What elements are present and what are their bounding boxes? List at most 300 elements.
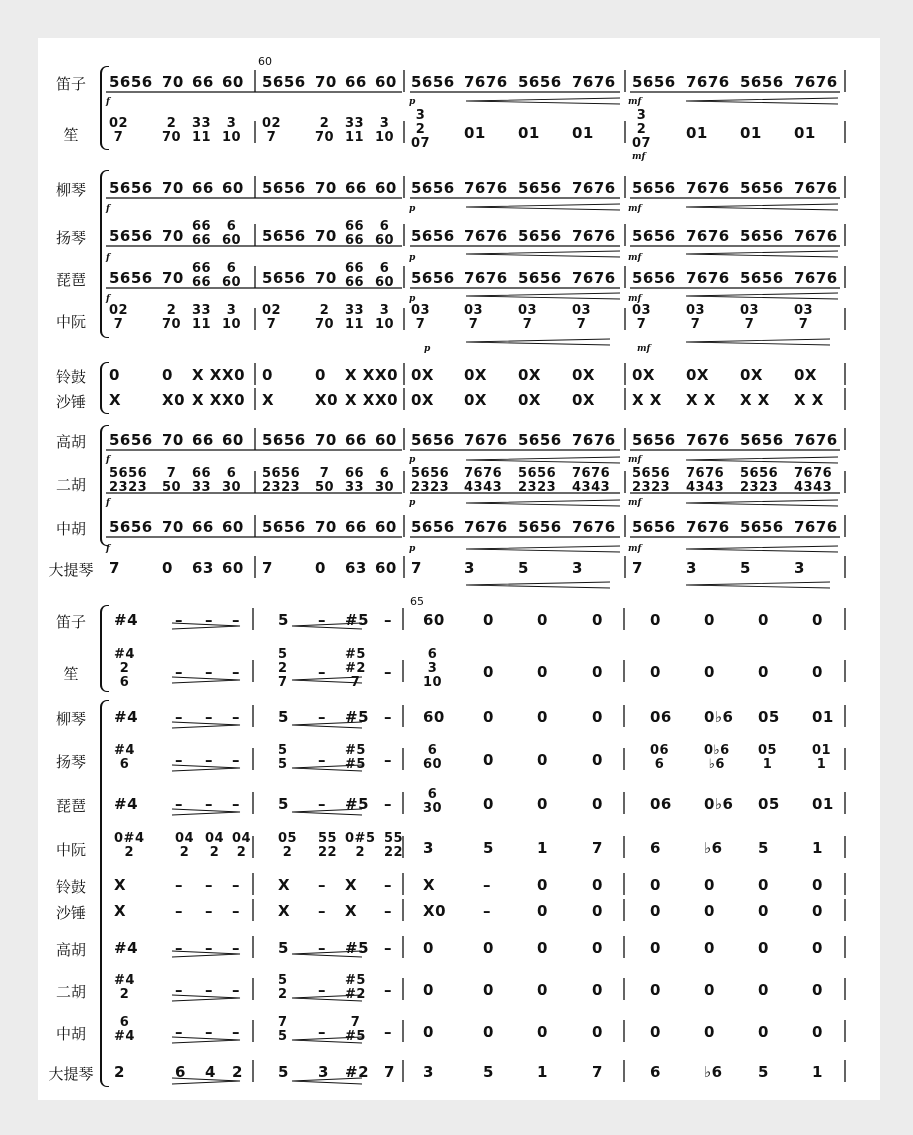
note-cell: – bbox=[483, 876, 491, 894]
note-cell: 06 bbox=[650, 795, 672, 813]
instrument-label: 大提琴 bbox=[48, 561, 94, 579]
note-cell-stacked: 04 2 bbox=[232, 830, 252, 860]
note-cell: 5 bbox=[278, 1063, 289, 1081]
note-cell: 0 bbox=[592, 795, 603, 813]
note-cell: 0X bbox=[464, 391, 488, 409]
note-cell: #5 bbox=[345, 939, 370, 957]
note-cell: X X bbox=[345, 391, 375, 409]
staff-brace bbox=[100, 425, 109, 546]
note-cell: 60 bbox=[222, 73, 244, 91]
note-cell: 0 bbox=[650, 663, 661, 681]
note-cell: X X bbox=[345, 366, 375, 384]
note-cell-stacked: 5 5 bbox=[278, 742, 288, 772]
note-cell-stacked: 66 66 bbox=[192, 260, 212, 290]
note-cell: 60 bbox=[222, 559, 244, 577]
note-cell: X X bbox=[192, 366, 222, 384]
note-cell: 66 bbox=[192, 179, 214, 197]
note-cell: 01 bbox=[794, 124, 816, 142]
note-cell-stacked: 33 11 bbox=[192, 302, 212, 332]
dynamic-p: p bbox=[409, 544, 416, 554]
note-cell: 0 bbox=[592, 876, 603, 894]
note-cell: – bbox=[232, 708, 240, 726]
note-cell: 7676 bbox=[464, 518, 508, 536]
note-cell-stacked: 0#4 2 bbox=[114, 830, 145, 860]
note-cell: 0X bbox=[572, 366, 596, 384]
note-cell: 7676 bbox=[794, 227, 838, 245]
note-cell: – bbox=[175, 795, 183, 813]
note-cell: 5 bbox=[483, 1063, 494, 1081]
note-cell: 7 bbox=[262, 559, 273, 577]
instrument-label: 大提琴 bbox=[48, 1065, 94, 1083]
note-cell: – bbox=[318, 663, 326, 681]
dynamic-mf: mf bbox=[628, 455, 642, 465]
note-cell: 7 bbox=[384, 1063, 395, 1081]
note-cell: 7 bbox=[592, 839, 603, 857]
note-cell: X bbox=[345, 902, 358, 920]
note-cell: – bbox=[175, 981, 183, 999]
note-cell: – bbox=[384, 751, 392, 769]
crescendo-hairpin bbox=[466, 251, 620, 257]
note-cell: 66 bbox=[345, 73, 367, 91]
note-cell: 60 bbox=[375, 179, 397, 197]
instrument-label: 中阮 bbox=[55, 313, 86, 331]
instrument-label: 中胡 bbox=[55, 1025, 86, 1043]
note-cell: 0 bbox=[704, 611, 715, 629]
note-cell: – bbox=[175, 663, 183, 681]
note-cell: – bbox=[175, 611, 183, 629]
note-cell: 0 bbox=[483, 751, 494, 769]
crescendo-hairpin bbox=[466, 457, 620, 463]
note-cell: 1 bbox=[812, 839, 823, 857]
note-cell: 0 bbox=[592, 708, 603, 726]
note-cell: – bbox=[232, 611, 240, 629]
note-cell: 5656 bbox=[411, 518, 455, 536]
note-cell: 70 bbox=[315, 431, 337, 449]
note-cell: – bbox=[483, 902, 491, 920]
note-cell: 0♭6 bbox=[704, 795, 734, 813]
note-cell: 60 bbox=[222, 179, 244, 197]
note-cell-stacked: 02 7 bbox=[109, 115, 129, 145]
instrument-label: 二胡 bbox=[55, 983, 86, 1001]
crescendo-hairpin bbox=[466, 204, 620, 210]
note-cell: – bbox=[318, 902, 326, 920]
note-cell: 5656 bbox=[632, 518, 676, 536]
note-cell: 0 bbox=[704, 902, 715, 920]
instrument-label: 高胡 bbox=[55, 941, 86, 959]
note-cell: 7676 bbox=[794, 518, 838, 536]
note-cell: 5656 bbox=[632, 179, 676, 197]
instrument-label: 中阮 bbox=[55, 841, 86, 859]
note-cell: 0X bbox=[518, 366, 542, 384]
note-cell: 0X bbox=[411, 391, 435, 409]
note-cell: #5 bbox=[345, 611, 370, 629]
note-cell: #4 bbox=[114, 795, 139, 813]
note-cell: 70 bbox=[315, 179, 337, 197]
note-cell-stacked: 02 7 bbox=[262, 115, 282, 145]
dynamic-p: p bbox=[409, 294, 416, 304]
note-cell-stacked: 7 50 bbox=[162, 465, 182, 495]
note-cell-stacked: 5656 2323 bbox=[518, 465, 557, 495]
note-cell-stacked: 7676 4343 bbox=[686, 465, 725, 495]
note-cell: 7676 bbox=[686, 73, 730, 91]
note-cell: 5656 bbox=[262, 269, 306, 287]
note-cell: 7676 bbox=[686, 431, 730, 449]
note-cell: 6 bbox=[175, 1063, 186, 1081]
instrument-label: 柳琴 bbox=[55, 710, 86, 728]
note-cell: 5656 bbox=[262, 179, 306, 197]
instrument-label: 铃鼓 bbox=[55, 878, 86, 896]
note-cell-stacked: 55 22 bbox=[384, 830, 404, 860]
note-cell: – bbox=[205, 981, 213, 999]
instrument-label: 铃鼓 bbox=[55, 368, 86, 386]
note-cell-stacked: 05 2 bbox=[278, 830, 298, 860]
note-cell-stacked: 03 7 bbox=[632, 302, 652, 332]
note-cell: – bbox=[205, 939, 213, 957]
note-cell: X bbox=[262, 391, 275, 409]
score-page bbox=[38, 38, 880, 1100]
note-cell: 70 bbox=[162, 431, 184, 449]
note-cell: 5656 bbox=[740, 179, 784, 197]
note-cell: 5656 bbox=[262, 227, 306, 245]
staff-brace bbox=[100, 66, 109, 150]
note-cell: – bbox=[175, 1023, 183, 1041]
note-cell: 7676 bbox=[572, 73, 616, 91]
instrument-label: 琵琶 bbox=[55, 271, 86, 289]
note-cell: – bbox=[205, 663, 213, 681]
note-cell-stacked: 6 60 bbox=[375, 260, 395, 290]
note-cell: 3 bbox=[423, 839, 434, 857]
note-cell: 0 bbox=[315, 366, 326, 384]
note-cell: 0 bbox=[758, 663, 769, 681]
note-cell: 0 bbox=[537, 611, 548, 629]
note-cell: 0 bbox=[704, 1023, 715, 1041]
note-cell: 0 bbox=[592, 939, 603, 957]
note-cell: 0 bbox=[423, 939, 434, 957]
note-cell: 0 bbox=[537, 876, 548, 894]
note-cell: 01 bbox=[740, 124, 762, 142]
note-cell: 60 bbox=[375, 73, 397, 91]
note-cell: 1 bbox=[537, 1063, 548, 1081]
note-cell: 5656 bbox=[109, 179, 153, 197]
note-cell-stacked: #4 2 bbox=[114, 972, 135, 1002]
note-cell-stacked: 05 1 bbox=[758, 742, 778, 772]
note-cell: 70 bbox=[162, 179, 184, 197]
note-cell-stacked: 5656 2323 bbox=[109, 465, 148, 495]
note-cell: 7676 bbox=[686, 179, 730, 197]
note-cell: 5656 bbox=[740, 269, 784, 287]
note-cell-stacked: 03 7 bbox=[572, 302, 592, 332]
note-cell-stacked: 04 2 bbox=[205, 830, 225, 860]
note-cell: 7676 bbox=[572, 179, 616, 197]
note-cell: 6 bbox=[650, 839, 661, 857]
note-cell: 0 bbox=[704, 939, 715, 957]
note-cell: 7676 bbox=[464, 431, 508, 449]
note-cell: 0X bbox=[411, 366, 435, 384]
crescendo-hairpin bbox=[686, 457, 838, 463]
note-cell-stacked: 6 #4 bbox=[114, 1014, 135, 1044]
note-cell-stacked: 03 7 bbox=[740, 302, 760, 332]
note-cell: 05 bbox=[758, 708, 780, 726]
note-cell: 70 bbox=[315, 73, 337, 91]
note-cell-stacked: 03 7 bbox=[411, 302, 431, 332]
note-cell: 01 bbox=[812, 708, 834, 726]
note-cell: ♭6 bbox=[704, 839, 723, 857]
note-cell: – bbox=[384, 663, 392, 681]
crescendo-hairpin bbox=[686, 204, 838, 210]
note-cell: 0 bbox=[162, 366, 173, 384]
dynamic-mf: mf bbox=[628, 294, 642, 304]
instrument-label: 琵琶 bbox=[55, 797, 86, 815]
note-cell: – bbox=[318, 795, 326, 813]
note-cell: – bbox=[384, 981, 392, 999]
note-cell: 0 bbox=[650, 939, 661, 957]
note-cell-stacked: #5 #5 bbox=[345, 742, 366, 772]
note-cell: 3 bbox=[794, 559, 805, 577]
note-cell-stacked: 5656 2323 bbox=[411, 465, 450, 495]
note-cell: 60 bbox=[222, 431, 244, 449]
crescendo-hairpin bbox=[686, 339, 830, 345]
note-cell: X X bbox=[740, 391, 770, 409]
note-cell-stacked: 0♭6 ♭6 bbox=[704, 742, 730, 772]
note-cell: 66 bbox=[345, 518, 367, 536]
dynamic-p: p bbox=[409, 253, 416, 263]
note-cell: X0 bbox=[222, 366, 246, 384]
note-cell: 0 bbox=[650, 1023, 661, 1041]
note-cell: X bbox=[109, 391, 122, 409]
note-cell: 0 bbox=[758, 1023, 769, 1041]
note-cell: 0 bbox=[537, 902, 548, 920]
crescendo-hairpin bbox=[686, 546, 838, 552]
note-cell: 5656 bbox=[518, 518, 562, 536]
note-cell: 0 bbox=[537, 751, 548, 769]
note-cell: 0 bbox=[483, 663, 494, 681]
note-cell: 70 bbox=[162, 227, 184, 245]
note-cell: – bbox=[205, 751, 213, 769]
note-cell-stacked: 5656 2323 bbox=[262, 465, 301, 495]
note-cell: 5656 bbox=[740, 227, 784, 245]
instrument-label: 二胡 bbox=[55, 476, 86, 494]
dynamic-f: f bbox=[106, 294, 110, 304]
note-cell: – bbox=[318, 981, 326, 999]
note-cell: 5656 bbox=[411, 431, 455, 449]
note-cell: 0 bbox=[537, 939, 548, 957]
note-cell-stacked: 7 5 bbox=[278, 1014, 288, 1044]
dynamic-p: p bbox=[409, 204, 416, 214]
note-cell: X bbox=[114, 902, 127, 920]
note-cell: – bbox=[318, 708, 326, 726]
note-cell: 5 bbox=[278, 708, 289, 726]
dynamic-mf: mf bbox=[628, 544, 642, 554]
dynamic-f: f bbox=[106, 498, 110, 508]
note-cell-stacked: 6 3 10 bbox=[423, 647, 443, 690]
crescendo-hairpin bbox=[686, 98, 838, 104]
note-cell: X X bbox=[192, 391, 222, 409]
crescendo-hairpin bbox=[686, 251, 838, 257]
note-cell-stacked: 5 2 7 bbox=[278, 647, 288, 690]
note-cell: 66 bbox=[192, 518, 214, 536]
note-cell: – bbox=[205, 1023, 213, 1041]
note-cell-stacked: 2 70 bbox=[162, 302, 182, 332]
note-cell: 7676 bbox=[572, 518, 616, 536]
note-cell: 3 bbox=[686, 559, 697, 577]
dynamic-f: f bbox=[106, 97, 110, 107]
note-cell: – bbox=[318, 1023, 326, 1041]
note-cell-stacked: #5 #2 bbox=[345, 972, 366, 1002]
note-cell: X0 bbox=[423, 902, 447, 920]
note-cell: 0 bbox=[483, 939, 494, 957]
note-cell: 70 bbox=[315, 269, 337, 287]
note-cell: 5 bbox=[758, 1063, 769, 1081]
instrument-label: 高胡 bbox=[55, 433, 86, 451]
note-cell-stacked: #4 6 bbox=[114, 742, 135, 772]
note-cell: 0 bbox=[162, 559, 173, 577]
note-cell: 01 bbox=[572, 124, 594, 142]
crescendo-hairpin bbox=[686, 293, 838, 299]
note-cell: 70 bbox=[315, 227, 337, 245]
note-cell: X0 bbox=[315, 391, 339, 409]
instrument-label: 扬琴 bbox=[55, 753, 86, 771]
note-cell: #2 bbox=[345, 1063, 370, 1081]
note-cell: 5 bbox=[278, 939, 289, 957]
note-cell: 0 bbox=[704, 876, 715, 894]
note-cell: 0 bbox=[758, 902, 769, 920]
note-cell: 2 bbox=[232, 1063, 243, 1081]
note-cell: 2 bbox=[114, 1063, 125, 1081]
note-cell-stacked: 2 70 bbox=[315, 115, 335, 145]
note-cell-stacked: 01 1 bbox=[812, 742, 832, 772]
note-cell-stacked: 66 33 bbox=[345, 465, 365, 495]
dynamic-p: p bbox=[409, 498, 416, 508]
note-cell: #4 bbox=[114, 611, 139, 629]
note-cell: X0 bbox=[162, 391, 186, 409]
note-cell-stacked: 6 30 bbox=[222, 465, 242, 495]
instrument-label: 中胡 bbox=[55, 520, 86, 538]
note-cell-stacked: 3 2 07 bbox=[411, 108, 431, 151]
note-cell: 5 bbox=[758, 839, 769, 857]
note-cell-stacked: 03 7 bbox=[686, 302, 706, 332]
note-cell: 7 bbox=[632, 559, 643, 577]
note-cell: 7676 bbox=[572, 431, 616, 449]
note-cell: X bbox=[345, 876, 358, 894]
note-cell: 0 bbox=[483, 611, 494, 629]
note-cell: 60 bbox=[423, 708, 445, 726]
note-cell: 3 bbox=[423, 1063, 434, 1081]
note-cell: 0 bbox=[537, 981, 548, 999]
note-cell-stacked: 6 60 bbox=[375, 218, 395, 248]
note-cell: 63 bbox=[192, 559, 214, 577]
note-cell: – bbox=[384, 1023, 392, 1041]
note-cell-stacked: 3 10 bbox=[375, 115, 395, 145]
dynamic-f: f bbox=[106, 204, 110, 214]
dynamic-mf: mf bbox=[628, 498, 642, 508]
note-cell-stacked: 66 66 bbox=[192, 218, 212, 248]
note-cell: 0 bbox=[423, 1023, 434, 1041]
note-cell-stacked: 03 7 bbox=[518, 302, 538, 332]
note-cell: 7 bbox=[411, 559, 422, 577]
note-cell: 3 bbox=[464, 559, 475, 577]
dynamic-p: p bbox=[409, 97, 416, 107]
note-cell: X bbox=[114, 876, 127, 894]
note-cell-stacked: 6 30 bbox=[423, 786, 443, 816]
note-cell-stacked: 5656 2323 bbox=[632, 465, 671, 495]
crescendo-hairpin bbox=[466, 98, 620, 104]
note-cell: 60 bbox=[222, 518, 244, 536]
note-cell-stacked: 3 10 bbox=[375, 302, 395, 332]
note-cell: 0 bbox=[592, 981, 603, 999]
note-cell: 5656 bbox=[109, 269, 153, 287]
note-cell: – bbox=[175, 939, 183, 957]
note-cell: – bbox=[232, 663, 240, 681]
note-cell: 0 bbox=[537, 1023, 548, 1041]
note-cell-stacked: 6 60 bbox=[222, 218, 242, 248]
note-cell: 7676 bbox=[794, 179, 838, 197]
dynamic-mf: mf bbox=[628, 204, 642, 214]
instrument-label: 扬琴 bbox=[55, 229, 86, 247]
instrument-label: 笛子 bbox=[55, 613, 86, 631]
note-cell-stacked: 7676 4343 bbox=[464, 465, 503, 495]
note-cell: 5656 bbox=[262, 518, 306, 536]
note-cell: #4 bbox=[114, 708, 139, 726]
note-cell: – bbox=[175, 876, 183, 894]
note-cell: – bbox=[232, 981, 240, 999]
note-cell: – bbox=[318, 939, 326, 957]
note-cell-stacked: 33 11 bbox=[192, 115, 212, 145]
note-cell: 5 bbox=[483, 839, 494, 857]
note-cell: 5656 bbox=[109, 431, 153, 449]
note-cell: 0X bbox=[464, 366, 488, 384]
dynamic-p: p bbox=[409, 455, 416, 465]
dynamic-mf: mf bbox=[632, 152, 646, 162]
note-cell: 0 bbox=[758, 876, 769, 894]
note-cell: 05 bbox=[758, 795, 780, 813]
note-cell: 0 bbox=[650, 902, 661, 920]
note-cell: 60 bbox=[375, 431, 397, 449]
staff-brace bbox=[100, 700, 109, 1087]
note-cell: – bbox=[205, 876, 213, 894]
note-cell-stacked: 7676 4343 bbox=[794, 465, 833, 495]
staff-brace bbox=[100, 362, 109, 414]
instrument-label: 笙 bbox=[63, 665, 79, 683]
note-cell: 0 bbox=[650, 611, 661, 629]
note-cell: – bbox=[384, 876, 392, 894]
note-cell: – bbox=[232, 876, 240, 894]
note-cell: 0 bbox=[704, 981, 715, 999]
note-cell: 7676 bbox=[686, 227, 730, 245]
note-cell: 0 bbox=[758, 981, 769, 999]
note-cell-stacked: #5 #2 7 bbox=[345, 647, 366, 690]
note-cell-stacked: 66 66 bbox=[345, 218, 365, 248]
note-cell: #5 bbox=[345, 795, 370, 813]
note-cell: X X bbox=[632, 391, 662, 409]
dynamic-mf: mf bbox=[637, 344, 651, 354]
crescendo-hairpin bbox=[466, 546, 620, 552]
note-cell-stacked: 06 6 bbox=[650, 742, 670, 772]
note-cell: 60 bbox=[375, 518, 397, 536]
note-cell: – bbox=[318, 751, 326, 769]
note-cell: 5656 bbox=[109, 227, 153, 245]
note-cell: X bbox=[423, 876, 436, 894]
dynamic-mf: mf bbox=[628, 253, 642, 263]
note-cell: 0 bbox=[483, 795, 494, 813]
note-cell: ♭6 bbox=[704, 1063, 723, 1081]
note-cell: 5656 bbox=[632, 431, 676, 449]
note-cell: 0 bbox=[812, 939, 823, 957]
note-cell: 0 bbox=[812, 876, 823, 894]
note-cell: 4 bbox=[205, 1063, 216, 1081]
note-cell: 5656 bbox=[109, 518, 153, 536]
note-cell: 7 bbox=[109, 559, 120, 577]
note-cell: #4 bbox=[114, 939, 139, 957]
